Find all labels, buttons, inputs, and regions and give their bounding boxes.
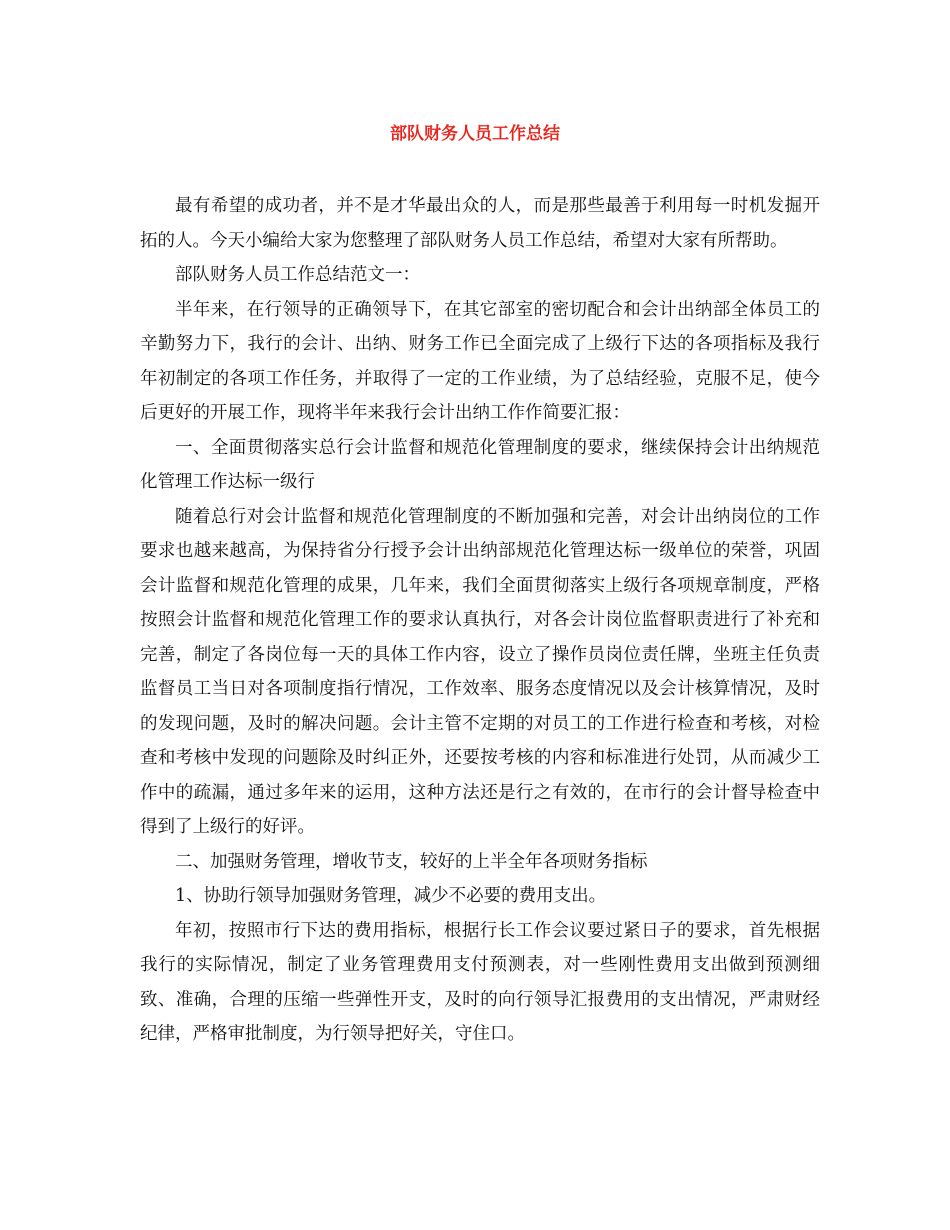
paragraph-subsection-one-body: 年初，按照市行下达的费用指标，根据行长工作会议要过紧日子的要求，首先根据我行的实际情况，制定了业务管理费用支付预测表，对一些刚性费用支出做到预测细致、准确，合理的压缩一些弹性开支，及时的向行领导汇报费用的支出情况，严肃财经纪律，严格审批制度，为行领导把好关，守住口。 <box>140 920 820 1044</box>
paragraph-section-one-heading: 一、全面贯彻落实总行会计监督和规范化管理制度的要求，继续保持会计出纳规范化管理工作达标一级行 <box>140 437 820 492</box>
paragraph-subsection-one-heading: 1、协助行领导加强财务管理，减少不必要的费用支出。 <box>175 886 607 906</box>
paragraph-intro: 最有希望的成功者，并不是才华最出众的人，而是那些最善于利用每一时机发掘开拓的人。今天小编给大家为您整理了部队财务人员工作总结，希望对大家有所帮助。 <box>140 196 820 251</box>
paragraph-section-two-heading: 二、加强财务管理，增收节支，较好的上半全年各项财务指标 <box>175 851 648 872</box>
paragraph-sample-heading: 部队财务人员工作总结范文一： <box>175 265 420 285</box>
document-body <box>140 189 820 1052</box>
paragraph-half-year-summary: 半年来，在行领导的正确领导下，在其它部室的密切配合和会计出纳部全体员工的辛勤努力下，我行的会计、出纳、财务工作已全面完成了上级行下达的各项指标及我行年初制定的各项工作任务，并取得了一定的工作业绩，为了总结经验，克服不足，使今后更好的开展工作，现将半年来我行会计出纳工作作简要汇报： <box>140 299 820 423</box>
document-title: 部队财务人员工作总结 <box>390 124 560 144</box>
paragraph-section-one-body: 随着总行对会计监督和规范化管理制度的不断加强和完善，对会计出纳岗位的工作要求也越来越高，为保持省分行授予会计出纳部规范化管理达标一级单位的荣誉，巩固会计监督和规范化管理的成果，几年来，我们全面贯彻落实上级行各项规章制度，严格按照会计监督和规范化管理工作的要求认真执行，对各会计岗位监督职责进行了补充和完善，制定了各岗位每一天的具体工作内容，设立了操作员岗位责任牌，坐班主任负责监督员工当日对各项制度指行情况，工作效率、服务态度情况以及会计核算情况，及时的发现问题，及时的解决问题。会计主管不定期的对员工的工作进行检查和考核，对检查和考核中发现的问题除及时纠正外，还要按考核的内容和标准进行处罚，从而减少工作中的疏漏，通过多年来的运用，这种方法还是行之有效的，在市行的会计督导检查中得到了上级行的好评。 <box>140 506 820 837</box>
